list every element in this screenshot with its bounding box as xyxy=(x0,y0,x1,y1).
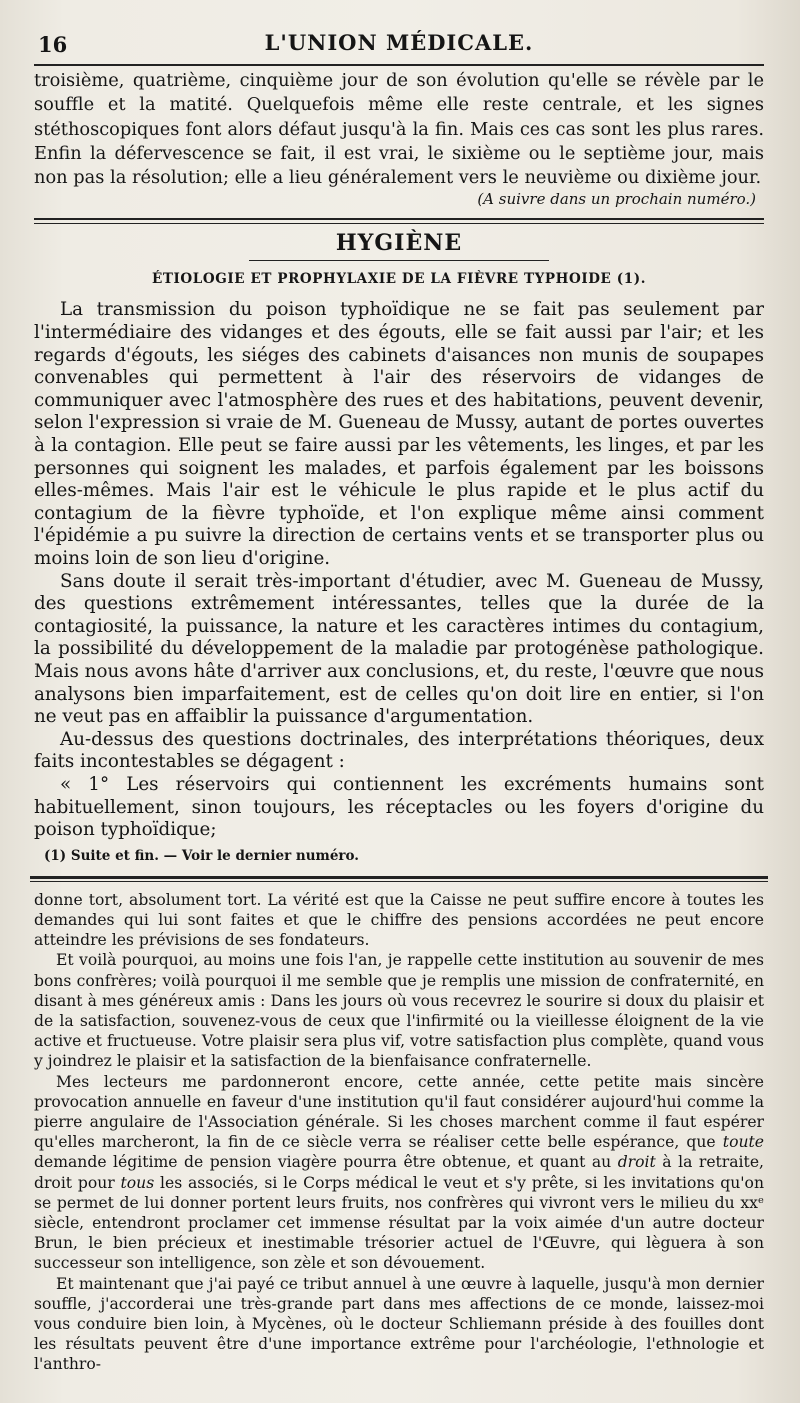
page-number: 16 xyxy=(38,32,68,57)
feuilleton-text: Mes lecteurs me pardonneront encore, cette année, cette petite mais sincère provocation annuelle en faveur d'une institution qu'il faut considérer aujourd'hui comme la pierre angulaire de l'Association générale. Si les choses marchent comme il faut espérer qu'elles marcheront, la fin de ce siècle verra se réaliser cette belle espérance, que xyxy=(34,1072,764,1152)
article-paragraph: La transmission du poison typhoïdique ne se fait pas seulement par l'intermédiaire des vidanges et des égouts, elle se fait aussi par l'air; et les regards d'égouts, les siéges des cabinets d'aisances non munis de soupapes convenables qui permettent à l'air des réservoirs de vidanges de communiquer avec l'atmosphère des rues et des habitations, peuvent devenir, selon l'expression si vraie de M. Gueneau de Mussy, autant de portes ouvertes à la contagion. Elle peut se faire aussi par les vêtements, les linges, et par les personnes qui soignent les malades, et parfois également par les boissons elles-mêmes. Mais l'air est le véhicule le plus rapide et le plus actif du contagium de la fièvre typhoïde, et l'on explique même ainsi comment l'épidémie a pu suivre la direction de certains vents et se transporter plus ou moins loin de son lieu d'origine. xyxy=(34,299,764,570)
title-rule xyxy=(249,260,549,261)
feuilleton-text: à la retraite, droit pour xyxy=(34,1153,764,1192)
footnote: (1) Suite et fin. — Voir le dernier numéro. xyxy=(44,847,360,864)
section-divider xyxy=(34,218,764,224)
feuilleton-paragraph: Et maintenant que j'ai payé ce tribut annuel à une œuvre à laquelle, jusqu'à mon dernier souffle, j'accorderai une très-grande part dans mes affections de ce monde, laissez-moi vous conduire bien loin, à Mycènes, où le docteur Schliemann préside à des fouilles dont les résultats peuvent être d'une importance extrême pour l'archéologie, l'ethnologie et l'anthro- xyxy=(34,1274,764,1374)
emphasis-text: tous xyxy=(120,1173,155,1192)
previous-article-ending xyxy=(34,69,764,208)
article-paragraph: Sans doute il serait très-important d'étudier, avec M. Gueneau de Mussy, des questions extrêmement intéressantes, telles que la durée de la contagiosité, la puissance, la nature et les caractères intimes du contagium, la possibilité du développement de la maladie par protogénèse pathologique. Mais nous avons hâte d'arriver aux conclusions, et, du reste, l'œuvre que nous analysons bien imparfaitement, est de celles qu'on doit lire en entier, si l'on ne veut pas en affaiblir la puissance d'argumentation. xyxy=(34,570,764,728)
emphasis-text: droit xyxy=(617,1153,656,1172)
running-head xyxy=(34,30,764,64)
header-rule xyxy=(34,64,764,66)
article-paragraph: Au-dessus des questions doctrinales, des interprétations théoriques, deux faits incontestables se dégagent : xyxy=(34,728,764,773)
section-title: HYGIÈNE xyxy=(335,230,463,257)
article-paragraph: « 1° Les réservoirs qui contiennent les excréments humains sont habituellement, sinon toujours, les réceptacles ou les foyers d'origine du poison typhoïdique; xyxy=(34,773,764,841)
feuilleton-paragraph xyxy=(34,1072,764,1274)
feuilleton-text: les associés, si le Corps médical le veut et s'y prête, si les invitations qu'on se permet de lui donner portent leurs fruits, nos confrères qui vivront vers le milieu du xxᵉ siècle, entendront proclamer cet immense résultat par la voix aimée d'un autre docteur Brun, le bien précieux et inestimable trésorier actuel de l'Œuvre, qui lèguera à son successeur son intelligence, son zèle et son dévouement. xyxy=(34,1173,764,1273)
feuilleton-text: demande légitime de pension viagère pourra être obtenue, et quant au xyxy=(34,1153,618,1172)
continuation-note: (A suivre dans un prochain numéro.) xyxy=(477,190,756,209)
emphasis-text: toute xyxy=(722,1133,764,1152)
feuilleton-paragraph: donne tort, absolument tort. La vérité est que la Caisse ne peut suffire encore à toutes les demandes qui lui sont faites et que le chiffre des pensions accordées ne peut encore atteindre les prévisions de ses fondateurs. xyxy=(34,890,764,950)
feuilleton-divider xyxy=(30,876,768,882)
journal-title: L'UNION MÉDICALE. xyxy=(264,30,534,55)
previous-article-text: troisième, quatrième, cinquième jour de son évolution qu'elle se révèle par le souffle et la matité. Quelquefois même elle reste centrale, et les signes stéthoscopiques font alors défaut jusqu'à la fin. Mais ces cas sont les plus rares. Enfin la défervescence se fait, il est vrai, le sixième ou le septième jour, mais non pas la résolution; elle a lieu généralement vers le neuvième ou dixième jour. xyxy=(34,70,764,189)
article-subtitle: ÉTIOLOGIE ET PROPHYLAXIE DE LA FIÈVRE TYPHOIDE (1). xyxy=(151,271,647,288)
feuilleton-paragraph: Et voilà pourquoi, au moins une fois l'an, je rappelle cette institution au souvenir de mes bons confrères; voilà pourquoi il me semble que je remplis une mission de confraternité, en disant à mes généreux amis : Dans les jours où vous recevrez le sourire si doux du plaisir et de la satisfaction, souvenez-vous de ceux que l'infirmité ou la vieillesse éloignent de la vie active et fructueuse. Votre plaisir sera plus vif, votre satisfaction plus complète, quand vous y joindrez le plaisir et la satisfaction de la bienfaisance confraternelle. xyxy=(34,951,764,1071)
